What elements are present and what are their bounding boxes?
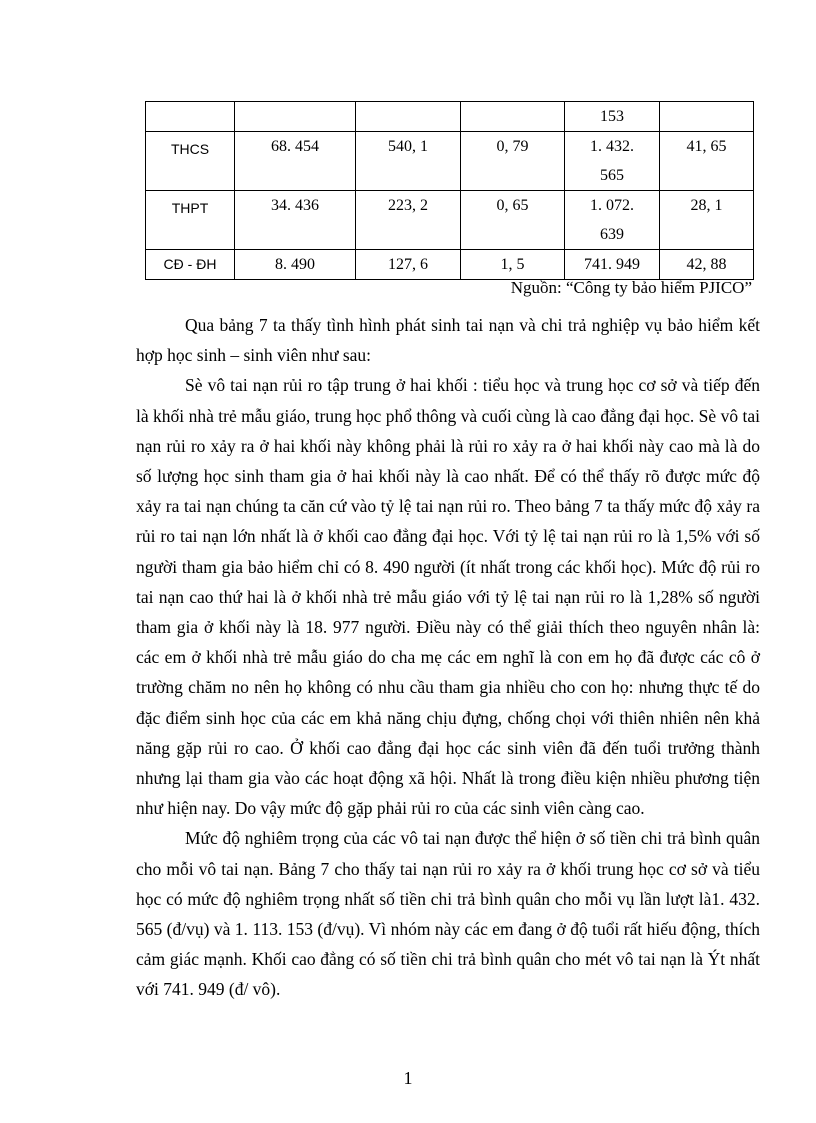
- table-row: [146, 102, 754, 132]
- table-cell: [235, 102, 356, 132]
- table-cell: 1. 432. 565: [565, 132, 660, 191]
- table-cell: 1, 5: [461, 250, 565, 280]
- table-row: [146, 250, 754, 280]
- table-cell: 41, 65: [660, 132, 754, 191]
- paragraph: Mức độ nghiêm trọng của các vô tai nạn được thể hiện ở số tiền chi trả bình quân cho mỗi vô tai nạn. Bảng 7 cho thấy tai nạn rủi ro xảy ra ở khối trung học cơ sở và tiểu học có mức độ nghiêm trọng nhất số tiền chi trả bình quân cho mỗi vụ lần lượt là1. 432. 565 (đ/vụ) và 1. 113. 153 (đ/vụ). Vì nhóm này các em đang ở độ tuổi rất hiếu động, thích cảm giác mạnh. Khối cao đẳng có số tiền chi trả bình quân cho mét vô tai nạn là Ýt nhất với 741. 949 (đ/ vô).: [136, 828, 760, 1000]
- paragraph: Sè vô tai nạn rủi ro tập trung ở hai khối : tiểu học và trung học cơ sở và tiếp đến là khối nhà trẻ mẫu giáo, trung học phổ thông và cuối cùng là cao đẳng đại học. Sè vô tai nạn rủi ro xảy ra ở hai khối này không phải là rủi ro xảy ra ở hai khối này cao mà là do số lượng học sinh tham gia ở hai khối này là cao nhất. Để có thể thấy rõ được mức độ xảy ra tai nạn chúng ta căn cứ vào tỷ lệ tai nạn rủi ro. Theo bảng 7 ta thấy mức độ xảy ra rủi ro tai nạn lớn nhất là ở khối cao đẳng đại học. Với tỷ lệ tai nạn rủi ro là 1,5% với số người tham gia bảo hiểm chỉ có 8. 490 người (ít nhất trong các khối học). Mức độ rủi ro tai nạn cao thứ hai là ở khối nhà trẻ mẫu giáo với tỷ lệ tai nạn rủi ro là 1,28% số người tham gia ở khối này là 18. 977 người. Điều này có thể giải thích theo nguyên nhân là: các em ở khối nhà trẻ mẫu giáo do cha mẹ các em nghĩ là con em họ đã được các cô ở trường chăm no nên họ không có nhu cầu tham gia nhiều cho con họ: nhưng thực tế do đặc điểm sinh học của các em khả năng chịu đựng, chống chọi với thiên nhiên nên khả năng gặp rủi ro cao. Ở khối cao đẳng đại học các sinh viên đã đến tuổi trưởng thành nhưng lại tham gia vào các hoạt động xã hội. Nhất là trong điều kiện nhiều phương tiện như hiện nay. Do vậy mức độ gặp phải rủi ro của các sinh viên càng cao.: [136, 375, 760, 819]
- table-cell: 127, 6: [356, 250, 461, 280]
- insurance-statistics-table: [145, 101, 754, 280]
- table-cell: 28, 1: [660, 191, 754, 250]
- table-cell: 34. 436: [235, 191, 356, 250]
- body-text: [136, 310, 760, 1005]
- paragraph: Qua bảng 7 ta thấy tình hình phát sinh tai nạn và chi trả nghiệp vụ bảo hiểm kết hợp học sinh – sinh viên như sau:: [136, 315, 760, 366]
- table-cell: THCS: [146, 132, 235, 191]
- table-cell: THPT: [146, 191, 235, 250]
- table-cell: [146, 102, 235, 132]
- table-cell: 223, 2: [356, 191, 461, 250]
- table-cell: 153: [565, 102, 660, 132]
- table-source-note: Nguồn: “Công ty bảo hiểm PJICO”: [510, 278, 752, 297]
- table-cell: 42, 88: [660, 250, 754, 280]
- table-cell: CĐ - ĐH: [146, 250, 235, 280]
- table-cell: 0, 79: [461, 132, 565, 191]
- table-cell: [461, 102, 565, 132]
- table-row: [146, 191, 754, 250]
- table-row: [146, 132, 754, 191]
- page-number: 1: [403, 1068, 413, 1088]
- table-cell: 741. 949: [565, 250, 660, 280]
- table-cell: 68. 454: [235, 132, 356, 191]
- table-cell: 1. 072. 639: [565, 191, 660, 250]
- table-cell: [660, 102, 754, 132]
- table-cell: 0, 65: [461, 191, 565, 250]
- table-cell: 8. 490: [235, 250, 356, 280]
- table-cell: [356, 102, 461, 132]
- table-cell: 540, 1: [356, 132, 461, 191]
